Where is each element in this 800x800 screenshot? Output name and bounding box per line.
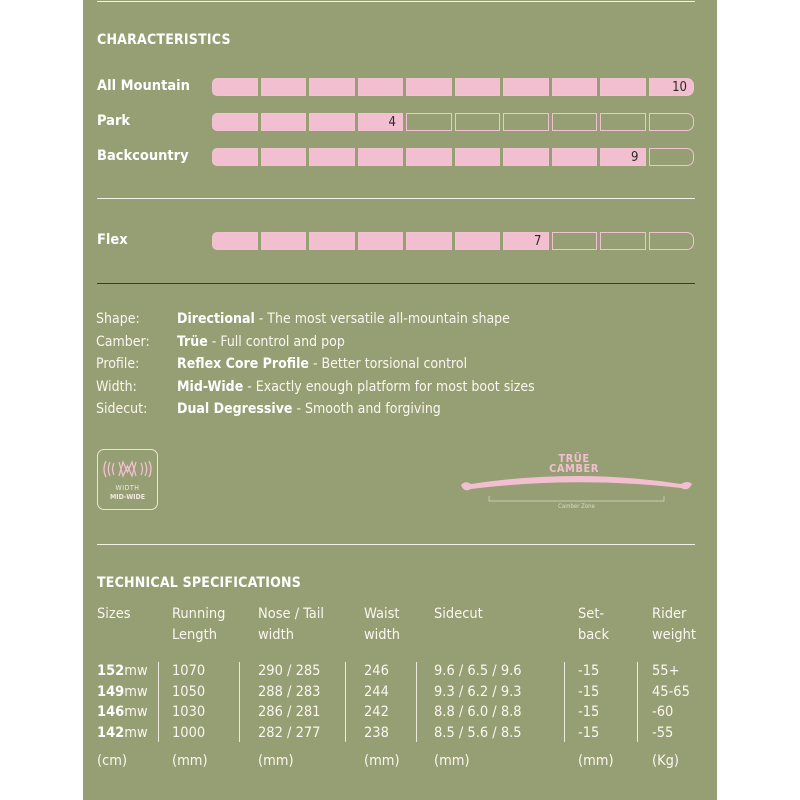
rating-segment	[455, 113, 501, 131]
width-badge	[97, 449, 158, 510]
rating-segment	[309, 232, 355, 250]
rating-segment	[309, 148, 355, 166]
camber-profile-graphic	[459, 452, 694, 514]
table-cell: 9.6 / 6.5 / 9.6	[434, 663, 522, 679]
badge-midwide-text: MID-WIDE	[109, 493, 146, 501]
rating-segment	[649, 232, 695, 250]
column-unit: (mm)	[172, 753, 208, 769]
rating-segment	[600, 232, 646, 250]
rating-label-all-mountain: All Mountain	[97, 78, 190, 94]
rating-segment	[552, 113, 598, 131]
rating-segment	[406, 78, 452, 96]
table-cell: 149mw	[97, 683, 148, 700]
rating-segment	[455, 148, 501, 166]
spec-key: Profile:	[96, 356, 140, 372]
rating-segment	[649, 113, 695, 131]
mid-wide-width-icon	[98, 452, 157, 486]
rating-segment	[600, 113, 646, 131]
spec-value: Trüe	[177, 333, 208, 350]
table-column-separator	[239, 662, 240, 742]
column-sidecut	[434, 604, 522, 772]
top-divider	[97, 1, 695, 2]
table-cell: -15	[578, 724, 600, 741]
spec-sheet-panel	[83, 0, 717, 800]
rating-segment	[503, 148, 549, 166]
table-cell: 1030	[172, 704, 206, 720]
spec-description: - The most versatile all-mountain shape	[254, 311, 510, 327]
column-header-line2	[97, 625, 148, 646]
rating-segment	[649, 148, 695, 166]
column-header-line2	[434, 625, 522, 646]
column-header: Set-	[578, 606, 605, 622]
spec-value: Dual Degressive	[177, 401, 293, 417]
rating-segment	[600, 148, 646, 166]
rating-segment	[455, 232, 501, 250]
rating-segment	[552, 78, 598, 96]
table-cell: 246	[364, 663, 389, 679]
column-unit: (mm)	[434, 753, 470, 769]
table-cell: 1000	[172, 724, 206, 741]
table-cell: 8.8 / 6.0 / 8.8	[434, 704, 522, 720]
column-header: Rider	[652, 606, 687, 622]
column-header-line2: width	[364, 626, 400, 643]
rating-segment	[261, 78, 307, 96]
rating-segment	[261, 232, 307, 250]
table-cell: 9.3 / 6.2 / 9.3	[434, 683, 522, 700]
rating-bar-all-mountain	[212, 78, 694, 96]
column-header-line2: weight	[652, 626, 696, 643]
column-header-line2: width	[258, 626, 294, 643]
characteristics-heading: CHARACTERISTICS	[97, 32, 231, 48]
badge-width-text: WIDTH	[115, 484, 140, 492]
column-header: Sizes	[97, 606, 131, 622]
flex-label: Flex	[97, 232, 128, 248]
rating-value: 9	[631, 149, 639, 165]
flex-rating-bar	[212, 232, 694, 250]
spec-description: - Better torsional control	[308, 356, 468, 372]
table-column-separator	[564, 662, 565, 742]
rating-segment	[406, 232, 452, 250]
rating-bar-park	[212, 113, 694, 131]
rating-segment	[503, 78, 549, 96]
rating-segment	[358, 113, 404, 131]
spec-key: Shape:	[96, 311, 140, 327]
table-cell: 286 / 281	[258, 704, 321, 720]
table-cell: -15	[578, 663, 600, 679]
rating-segment	[358, 78, 404, 96]
rating-segment	[455, 78, 501, 96]
rating-segment	[212, 113, 258, 131]
column-sizes	[97, 604, 148, 772]
spec-row-profile	[96, 356, 467, 372]
column-setback	[578, 604, 614, 772]
column-header-line2: back	[578, 626, 610, 643]
column-running-length	[172, 604, 225, 772]
table-cell: 288 / 283	[258, 683, 321, 700]
spec-description: - Exactly enough platform for most boot sizes	[243, 378, 535, 395]
column-rider-weight	[652, 604, 696, 772]
spec-key: Camber:	[96, 333, 150, 350]
spec-row-width	[96, 379, 535, 395]
technical-specs-heading: TECHNICAL SPECIFICATIONS	[97, 575, 302, 591]
spec-row-shape	[96, 311, 510, 327]
spec-description: - Smooth and forgiving	[292, 401, 441, 417]
rating-segment	[261, 113, 307, 131]
spec-key: Sidecut:	[96, 401, 148, 417]
tech-divider	[97, 544, 695, 545]
true-camber-logo: TRÜE CAMBER	[549, 452, 599, 475]
rating-segment	[406, 148, 452, 166]
spec-value: Reflex Core Profile	[177, 356, 309, 372]
spec-value: Mid-Wide	[177, 378, 244, 395]
column-unit: (mm)	[364, 753, 400, 769]
table-cell: 1070	[172, 663, 206, 679]
table-cell: -15	[578, 683, 600, 700]
rating-segment	[600, 78, 646, 96]
table-cell: 290 / 285	[258, 663, 321, 679]
table-cell: 152mw	[97, 663, 148, 679]
column-nose-tail-width	[258, 604, 324, 772]
rating-segment	[406, 113, 452, 131]
characteristics-divider	[97, 198, 695, 199]
rating-value: 7	[534, 233, 542, 249]
spec-value: Directional	[177, 311, 255, 327]
rating-segment	[503, 113, 549, 131]
table-column-separator	[345, 662, 346, 742]
table-cell: -15	[578, 704, 600, 720]
column-header: Nose / Tail	[258, 606, 325, 622]
table-cell: 146mw	[97, 704, 148, 720]
table-column-separator	[158, 662, 159, 742]
column-header: Sidecut	[434, 606, 483, 622]
rating-segment	[309, 113, 355, 131]
spec-row-sidecut	[96, 401, 441, 417]
column-waist-width	[364, 604, 400, 772]
rating-value: 10	[672, 79, 687, 95]
table-cell: 45-65	[652, 683, 690, 700]
rating-segment	[358, 148, 404, 166]
column-unit: (Kg)	[652, 753, 680, 769]
spec-description: - Full control and pop	[207, 333, 345, 350]
table-cell: -55	[652, 724, 674, 741]
table-cell: 242	[364, 704, 389, 720]
table-column-separator	[637, 662, 638, 742]
table-cell: 8.5 / 5.6 / 8.5	[434, 724, 522, 741]
rating-segment	[212, 232, 258, 250]
flex-divider	[97, 283, 695, 284]
rating-bar-backcountry	[212, 148, 694, 166]
rating-segment	[212, 78, 258, 96]
rating-segment	[503, 232, 549, 250]
spec-row-camber	[96, 334, 345, 350]
rating-label-backcountry: Backcountry	[97, 148, 189, 164]
table-cell: 244	[364, 683, 389, 700]
rating-segment	[358, 232, 404, 250]
table-cell: -60	[652, 704, 674, 720]
table-cell: 142mw	[97, 724, 148, 741]
column-unit: (mm)	[258, 753, 294, 769]
rating-segment	[552, 148, 598, 166]
rating-value: 4	[388, 114, 396, 130]
rating-segment	[261, 148, 307, 166]
column-header: Waist	[364, 606, 400, 622]
table-cell: 238	[364, 724, 389, 741]
camber-zone-label: Camber Zone	[558, 503, 595, 510]
table-cell: 282 / 277	[258, 724, 321, 741]
spec-key: Width:	[96, 378, 137, 395]
table-cell: 55+	[652, 663, 680, 679]
column-header: Running	[172, 606, 226, 622]
column-unit: (mm)	[578, 753, 614, 769]
table-cell: 1050	[172, 683, 206, 700]
table-column-separator	[416, 662, 417, 742]
column-header-line2: Length	[172, 626, 217, 643]
rating-label-park: Park	[97, 113, 131, 129]
column-unit: (cm)	[97, 753, 128, 769]
rating-segment	[212, 148, 258, 166]
rating-segment	[309, 78, 355, 96]
rating-segment	[649, 78, 695, 96]
rating-segment	[552, 232, 598, 250]
